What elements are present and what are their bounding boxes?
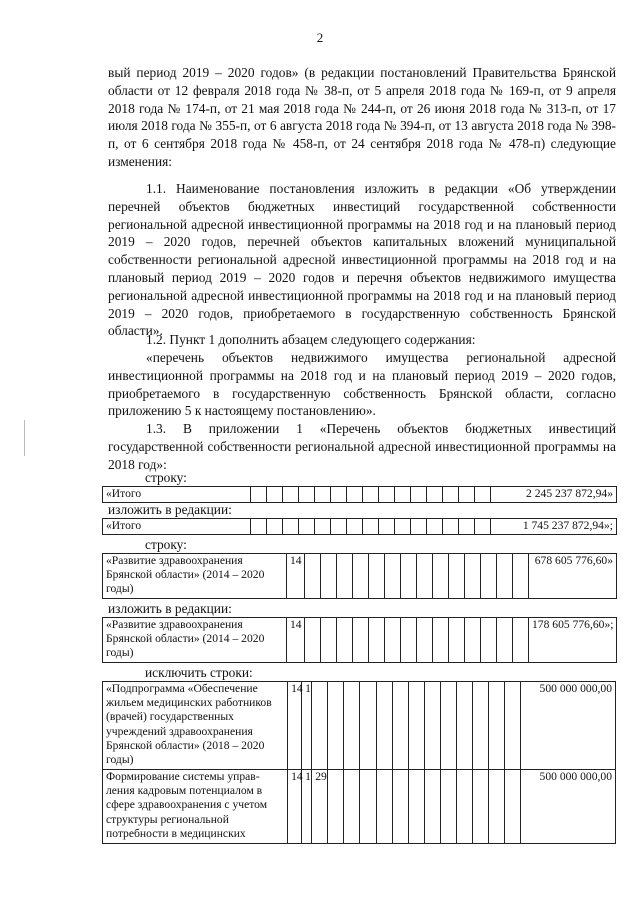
table-row: [103, 487, 617, 503]
row-amount: 1 745 237 872,94»;: [491, 519, 617, 535]
row-code: 14: [288, 770, 302, 844]
row-code: 14: [288, 682, 302, 770]
label-edit-health: изложить в редакции:: [108, 601, 232, 616]
row-name: «Подпрограмма «Обеспечение жильем медицинских работников (врачей) государственных учреждений здравоохранения Брянской области» (2018 – 2020 годы): [103, 682, 288, 770]
label-exclude: исключить строки:: [145, 665, 253, 680]
table-row: [103, 554, 617, 599]
table-row: [103, 519, 617, 535]
row-amount: 500 000 000,00: [521, 682, 616, 770]
table-itogo-old: [102, 486, 617, 503]
paragraph-intro: вый период 2019 – 2020 годов» (в редакции постановлений Правительства Брянской области от 12 февраля 2018 года № 38-п, от 5 апреля 2018 года № 169-п, от 9 апреля 2018 года № 174-п, от 21 мая 2018 года № 244-п, от 26 июня 2018 года № 313-п, от 17 июля 2018 года № 355-п, от 6 августа 2018 года № 394-п, от 13 августа 2018 года № 398-п, от 6 сентября 2018 года № 458-п, от 24 сентября 2018 года № 478-п) следующие изменения:: [108, 65, 616, 169]
paragraph-1-3: 1.3. В приложении 1 «Перечень объектов бюджетных инвестиций государственной собственности региональной адресной инвестиционной программы на 2018 год»:: [108, 421, 616, 472]
row-name: «Развитие здравоохранения Брянской области» (2014 – 2020 годы): [103, 554, 287, 599]
row-amount: 500 000 000,00: [521, 770, 616, 844]
row-code: 1: [302, 770, 312, 844]
row-name: «Итого: [103, 519, 251, 535]
row-amount: 678 605 776,60»: [529, 554, 617, 599]
label-line-itogo: строку:: [145, 470, 187, 485]
table-row: [103, 682, 616, 770]
paragraph-quote: «перечень объектов недвижимого имущества региональной адресной инвестиционной программы на 2018 год и на плановый период 2019 – 2020 годов, приобретаемого в государственную собственность Брянской области, согласно приложению 5 к настоящему постановлению».: [108, 350, 616, 419]
row-code: 14: [287, 554, 305, 599]
row-name: Формирование системы управления кадровым потенциалом в сфере здравоохранения с учетом структуры региональной потребности в медицинских: [103, 770, 288, 844]
row-amount: 2 245 237 872,94»: [491, 487, 617, 503]
row-code: [312, 682, 328, 770]
row-amount: 178 605 776,60»;: [529, 618, 617, 663]
table-health-old: [102, 553, 617, 599]
row-name: «Итого: [103, 487, 251, 503]
row-code: 29: [312, 770, 328, 844]
table-health-new: [102, 617, 617, 663]
page-number: 2: [316, 30, 324, 45]
label-line-health: строку:: [145, 537, 187, 552]
row-code: 1: [302, 682, 312, 770]
paragraph-1-1: 1.1. Наименование постановления изложить в редакции «Об утверждении перечней объектов бюджетных инвестиций государственной собственности региональной адресной инвестиционной программы на 2018 год и на плановый период 2019 – 2020 годов, перечней объектов капитальных вложений муниципальной собственности региональной адресной инвестиционной программы на 2018 год и на плановый период 2019 – 2020 годов и перечня объектов недвижимого имущества региональной адресной инвестиционной программы на 2018 год и на плановый период 2019 – 2020 годов, приобретаемого в государственную собственность Брянской области».: [108, 181, 616, 339]
paragraph-1-2: 1.2. Пункт 1 дополнить абзацем следующего содержания:: [146, 332, 476, 347]
margin-mark: [24, 420, 25, 456]
table-row: [103, 770, 616, 844]
table-row: [103, 618, 617, 663]
row-name: «Развитие здравоохранения Брянской области» (2014 – 2020 годы): [103, 618, 287, 663]
table-excluded: [102, 681, 616, 844]
row-code: 14: [287, 618, 305, 663]
label-edit-itogo: изложить в редакции:: [108, 502, 232, 517]
table-itogo-new: [102, 518, 617, 535]
